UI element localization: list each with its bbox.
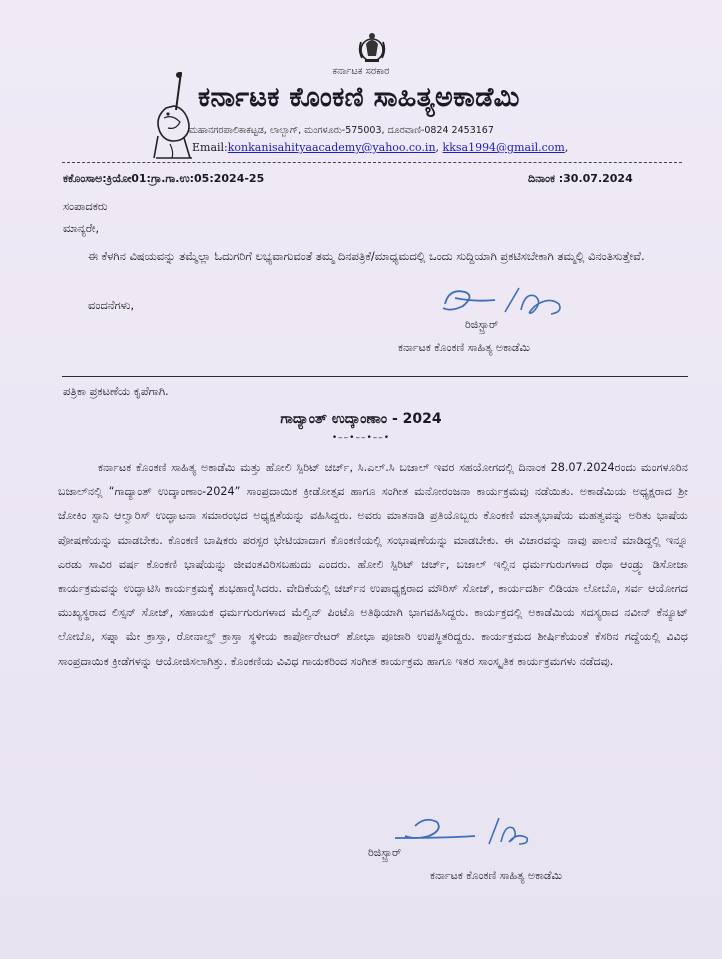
salutation: ಮಾನ್ಯರೇ, (63, 221, 100, 235)
registrar-title: ರಿಜಿಸ್ಟ್ರಾರ್ (465, 318, 499, 331)
registrar-signature-icon (435, 282, 585, 322)
email-end: , (564, 141, 569, 154)
karnataka-emblem-icon (350, 30, 394, 64)
regards: ವಂದನೆಗಳು, (88, 298, 135, 312)
press-note: ಪತ್ರಿಕಾ ಪ್ರಕಟಣೆಯ ಕೃಪೆಗಾಗಿ. (63, 384, 169, 398)
registrar-org: ಕರ್ನಾಟಕ ಕೊಂಕಣಿ ಸಾಹಿತ್ಯ ಅಕಾಡೆಮಿ (398, 341, 530, 354)
news-title: ಗಾದ್ಯಾಂತ್ ಉದ್ಕಾಂಣಾಂ - 2024 (280, 411, 442, 427)
registrar-signature-bottom-icon (385, 812, 545, 852)
email-separator: , (435, 141, 443, 154)
section-divider (62, 376, 688, 377)
recipient: ಸಂಪಾದಕರು (63, 199, 108, 213)
email-link-yahoo[interactable]: konkanisahityaacademy@yahoo.co.in (227, 141, 436, 154)
news-body: ಕರ್ನಾಟಕ ಕೊಂಕಣಿ ಸಾಹಿತ್ಯ ಅಕಾಡೆಮಿ ಮತ್ತು ಹೋಲಿ ಸ್ಪಿರಿಟ್ ಚರ್ಚ್, ಸಿ.ಎಲ್.ಸಿ ಬಜಾಲ್ ಇವರ ಸಹಯೋಗದಲ್ಲಿ ದಿನಾಂಕ 28.07.2024ರಂದು ಮಂಗಳೂರಿನ ಬಜಾಲ್‌ನಲ್ಲಿ “ಗಾದ್ಯಾಂತ್ ಉದ್ಕಾಂಣಾಂ-2024” ಸಾಂಪ್ರದಾಯಿಕ ಕ್ರೀಡೋತ್ಸವ ಹಾಗೂ ಸಂಗೀತ ಮನೋರಂಜನಾ ಕಾರ್ಯಕ್ರಮವು ನಡೆಯಿತು. ಅಕಾಡೆಮಿಯ ಅಧ್ಯಕ್ಷರಾದ ಶ್ರೀ ಜೋಕಿಂ ಸ್ಟಾನಿ ಆಲ್ವಾರಿಸ್ ಉದ್ಘಾಟನಾ ಸಮಾರಂಭದ ಅಧ್ಯಕ್ಷತೆಯನ್ನು ವಹಿಸಿದ್ದರು. ಅವರು ಮಾತನಾಡಿ ಪ್ರತಿಯೊಬ್ಬರು ಕೊಂಕಣಿ ಮಾತೃಭಾಷೆಯ ಮಹತ್ವವನ್ನು ಅರಿತು ಭಾಷೆಯ ಪೋಷಣೆಯನ್ನು ಮಾಡಬೇಕು. ಕೊಂಕಣಿ ಬಾಷಿಕರು ಪರಸ್ಪರ ಭೇಟಿಯಾದಾಗ ಕೊಂಕಣಿಯಲ್ಲಿ ಸಂಭಾಷಣೆಯನ್ನು ಮಾಡಬೇಕು. ಈ ವಿಚಾರವನ್ನು ನಾವು ಪಾಲನೆ ಮಾಡಿದ್ದಲ್ಲಿ ಇನ್ನೂ ಎರಡು ಸಾವಿರ ವರ್ಷ ಕೊಂಕಣಿ ಭಾಷೆಯನ್ನು ಜೀವಂತವಿರಿಸಬಹುದು ಎಂದರು. ಹೋಲಿ ಸ್ಪಿರಿಟ್ ಚರ್ಚ್, ಬಜಾಲ್ ಇಲ್ಲಿನ ಧರ್ಮಗುರುಗಳಾದ ರೆಥಾ ಆಂಡ್ರ್ಯು ಡಿಸೋಜಾ ಕಾರ್ಯಕ್ರಮವನ್ನು ಉದ್ಘಾಟಿಸಿ ಕಾರ್ಯಕ್ರಮಕ್ಕೆ ಶುಭಹಾರೈಸಿದರು. ವೇದಿಕೆಯಲ್ಲಿ ಚರ್ಚ್‌ನ ಉಪಾಧ್ಯಕ್ಷರಾದ ಮೌರಿಸ್ ಸೋಜ್, ಕಾರ್ಯದರ್ಶಿ ಲಿಡಿಯಾ ಲೋಬೊ, ಸರ್ವ ಆಯೋಗದ ಮುಖ್ಯಸ್ಥರಾದ ಲಿಸ್ಸನ್ ಸೋಜ್, ಸಹಾಯಕ ಧರ್ಮಗುರುಗಳಾದ ಮೆಲ್ವಿನ್ ಪಿಂಟೊ ಅತಿಥಿಯಾಗಿ ಭಾಗವಹಿಸಿದ್ದರು. ಕಾರ್ಯಕ್ರದಲ್ಲಿ ಅಕಾಡೆಮಿಯ ಸದಸ್ಯರಾದ ನವೀನ್ ಕೆನ್ಯೂಟ್ ಲೋಬೊ, ಸಪ್ನಾ ಮೇ ಕ್ರಾಸ್ತಾ, ರೋನಾಲ್ಡ್ ಕ್ರಾಸ್ತಾ ಸ್ಥಳೀಯ ಕಾರ್ಪೋರೇಟರ್ ಶೋಭಾ ಪೂಜಾರಿ ಉಪಸ್ಥಿತರಿದ್ದರು. ಕಾರ್ಯಕ್ರಮದ ಶೀರ್ಷಿಕೆಯಂತೆ ಕೆಸರಿನ ಗದ್ದೆಯಲ್ಲಿ ವಿವಿಧ ಸಾಂಪ್ರದಾಯಿಕ ಕ್ರೀಡೆಗಳನ್ನು ಆಯೋಜಿಸಲಾಗಿತ್ತು. ಕೊಂಕಣಿಯ ವಿವಿಧ ಗಾಯಕರಿಂದ ಸಂಗೀತ ಕಾರ್ಯಕ್ರಮ ಹಾಗೂ ಇತರ ಸಾಂಸ್ಕೃತಿಕ ಕಾರ್ಯಕ್ರಮಗಳು ನಡೆದವು. (58, 461, 688, 668)
registrar-title-bottom: ರಿಜಿಸ್ಟ್ರಾರ್ (368, 846, 402, 859)
title-ornament: •––•––•––• (331, 433, 391, 443)
email-label: Email: (192, 141, 228, 154)
academy-name-heading: ಕರ್ನಾಟಕ ಕೊಂಕಣಿ ಸಾಹಿತ್ಯಅಕಾಡೆಮಿ (198, 82, 520, 113)
academy-address: ಮಹಾನಗರಪಾಲಿಕಾಕಟ್ಟಡ, ಲಾಲ್ಬಾಗ್, ಮಂಗಳೂರು-575003, ದೂರವಾಣಿ-0824 2453167 (189, 125, 494, 136)
email-line (192, 141, 568, 154)
letterhead-divider (62, 162, 682, 163)
reference-number: ಕಕೊಂಸಾಅ:ಕ್ರಿಯೋ01:ಗ್ರಾ.ಗಾ.ಉ:05:2024-25 (63, 172, 265, 185)
registrar-org-bottom: ಕರ್ನಾಟಕ ಕೊಂಕಣಿ ಸಾಹಿತ್ಯ ಅಕಾಡೆಮಿ (430, 869, 562, 882)
government-label: ಕರ್ನಾಟಕ ಸರಕಾರ (332, 66, 390, 77)
email-link-gmail[interactable]: kksa1994@gmail.com (442, 141, 565, 154)
letter-date: ದಿನಾಂಕ :30.07.2024 (528, 172, 633, 185)
request-paragraph: ಈ ಕೆಳಗಿನ ವಿಷಯವನ್ನು ತಮ್ಮೆಲ್ಲಾ ಓದುಗರಿಗೆ ಲಭ್ಯವಾಗುವಂತೆ ತಮ್ಮ ದಿನಪತ್ರಿಕೆ/ಮಾಧ್ಯಮದಲ್ಲಿ ಒಂದು ಸುದ್ದಿಯಾಗಿ ಪ್ರಕಟಿಸಬೇಕಾಗಿ ತಮ್ಮಲ್ಲಿ ವಿನಂತಿಸುತ್ತೇವೆ. (88, 249, 645, 263)
